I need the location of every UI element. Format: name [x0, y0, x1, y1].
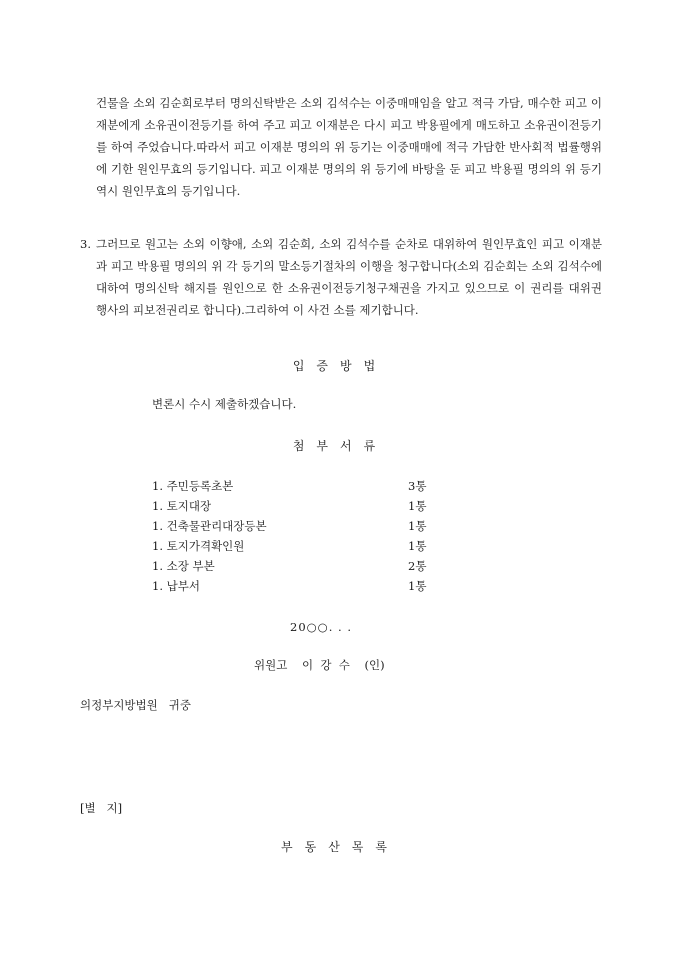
court-addressee: 의정부지방법원 귀중 [80, 698, 191, 712]
annex-label: [별 지] [80, 801, 123, 815]
attachments-list [152, 476, 452, 596]
attachment-label: 1. 건축물관리대장등본 [152, 519, 267, 533]
paragraph-continuation: 건물을 소외 김순희로부터 명의신탁받은 소외 김석수는 이중매매임을 알고 적극 가담, 매수한 피고 이재분에게 소유권이전등기를 하여 주고 피고 이재분은 다시 피고 박용필에게 매도하고 소유권이전등기를 하여 주었습니다.따라서 피고 이재분 명의의 위 등기는 이중매매에 적극 가담한 반사회적 법률행위에 기한 원인무효의 등기입니다. 피고 이재분 명의의 위 등기에 바탕을 둔 피고 박용필 명의의 위 등기 역시 원인무효의 등기입니다. [96, 96, 602, 198]
plaintiff-signature: 위원고 이 강 수 (인) [254, 658, 385, 672]
attachment-count: 3통 [408, 479, 427, 493]
attachment-item [152, 576, 452, 596]
attachment-label: 1. 주민등록초본 [152, 479, 234, 493]
attachment-count: 2통 [408, 559, 427, 573]
paragraph-item-3 [80, 233, 602, 321]
attachment-count: 1통 [408, 519, 427, 533]
evidence-heading: 입증방법 [292, 359, 388, 373]
attachment-count: 1통 [408, 579, 427, 593]
item-3-number: 3. [80, 237, 91, 251]
item-3-text: 그러므로 원고는 소외 이향애, 소외 김순희, 소외 김석수를 순차로 대위하여 원인무효인 피고 이재분과 피고 박용필 명의의 위 각 등기의 말소등기절차의 이행을 청구합니다(소외 김순희는 소외 김석수에 대하여 명의신탁 해지를 원인으로 한 소유권이전등기청구채권을 가지고 있으므로 이 권리를 대위권 행사의 피보전권리로 합니다).그리하여 이 사건 소를 제기합니다. [96, 237, 602, 317]
attachment-item [152, 536, 452, 556]
evidence-text: 변론시 수시 제출하겠습니다. [152, 397, 297, 411]
attachment-item [152, 496, 452, 516]
attachment-item [152, 516, 452, 536]
attachment-label: 1. 토지가격확인원 [152, 539, 245, 553]
attachment-item [152, 556, 452, 576]
attachment-label: 1. 납부서 [152, 579, 200, 593]
attachment-item [152, 476, 452, 496]
attachment-count: 1통 [408, 499, 427, 513]
property-list-heading: 부동산목록 [281, 840, 399, 854]
attachments-heading: 첨부서류 [292, 439, 388, 453]
attachment-label: 1. 토지대장 [152, 499, 212, 513]
attachment-count: 1통 [408, 539, 427, 553]
attachment-label: 1. 소장 부본 [152, 559, 215, 573]
filing-date: 20○○. . . [290, 620, 352, 634]
